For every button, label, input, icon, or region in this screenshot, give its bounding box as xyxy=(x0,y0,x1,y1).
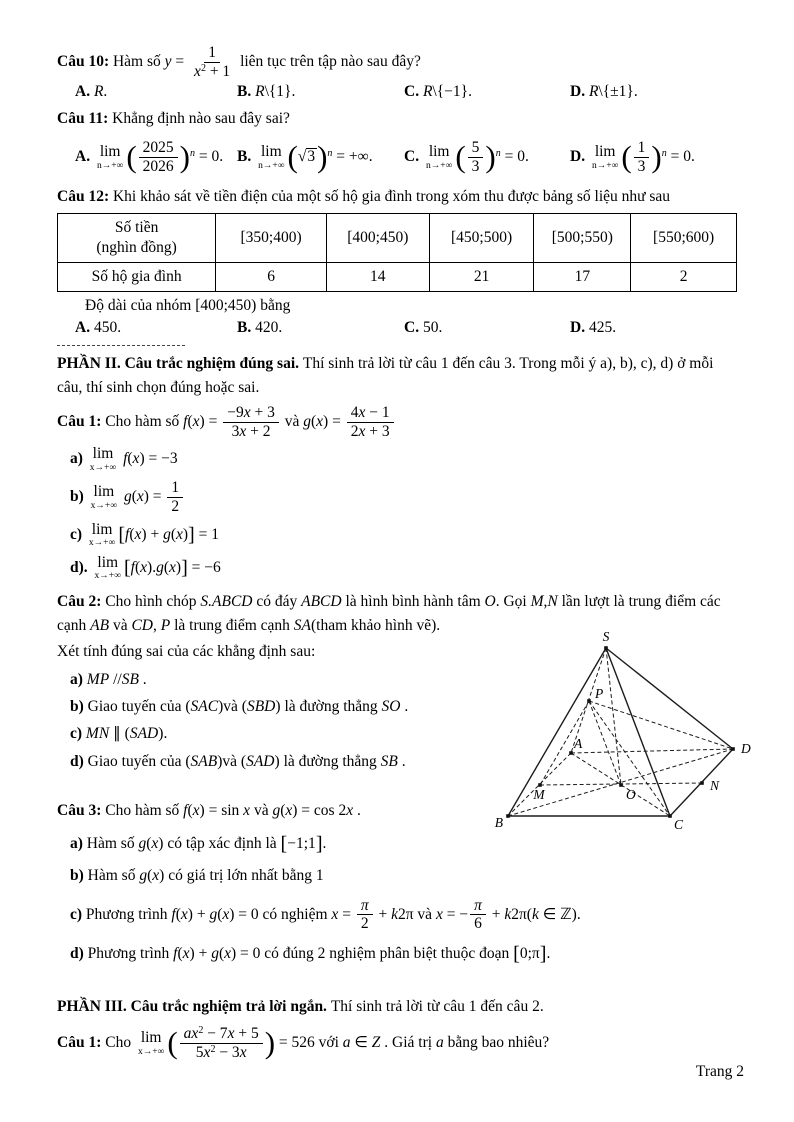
count-cell: 2 xyxy=(631,262,737,291)
table-row-bins xyxy=(58,213,737,262)
part2-q1-item-b: b) lim x→+∞ g(x) = $\frac{1}{2}$ xyxy=(70,479,737,516)
table-row-counts xyxy=(58,262,737,291)
part2-q3-item-b: b) Hàm số g(x) có giá trị lớn nhất bằng 1 xyxy=(70,867,324,885)
q11-option-a: A. lim n→+∞ ( $\frac{2025}{2026}$ )$^n$ = 0. xyxy=(75,139,224,176)
bin-cell: [450;500) xyxy=(429,213,534,262)
q12-option-c: C. 50. xyxy=(404,318,443,336)
question-12-options xyxy=(75,319,737,337)
part3-heading: PHẦN III. Câu trắc nghiệm trả lời ngắn. Thí sinh trả lời từ câu 1 đến câu 2. xyxy=(57,998,544,1016)
count-cell: 21 xyxy=(429,262,534,291)
q10-option-d: D. R\{±1}. xyxy=(570,82,638,100)
q12-option-b: B. 420. xyxy=(237,318,283,336)
part2-q2-item-b: b) Giao tuyến của (SAC)và (SBD) là đường thẳng SO . xyxy=(70,698,409,716)
question-11-title: Câu 11: Khẳng định nào sau đây sai? xyxy=(57,109,290,127)
part2-q1-item-d: d). lim x→+∞ [f(x).g(x)] = −6 xyxy=(70,553,221,582)
q10-option-a: A. R. xyxy=(75,82,108,100)
part3-q1-title: Câu 1: Cho lim x→+∞ ( $\frac{ax^2 - 7x + 5}{5x^2 - 3x}$ ) = 526 với a ∈ Z . Giá trị a bằng bao nhiêu? xyxy=(57,1025,550,1062)
svg-text:C: C xyxy=(674,817,684,832)
part2-q2-item-a: a) MP //SB . xyxy=(70,670,147,688)
part2-q1-items xyxy=(70,446,737,582)
question-12-title: Câu 12: Khi khảo sát về tiền điện của một số hộ gia đình trong xóm thu được bảng số liệu như sau xyxy=(57,187,671,205)
q11-option-c: C. lim n→+∞ ( $\frac{5}{3}$ )$^n$ = 0. xyxy=(404,139,529,176)
svg-text:B: B xyxy=(494,815,503,830)
part2-q3-item-d: d) Phương trình f(x) + g(x) = 0 có đúng 2 nghiệm phân biệt thuộc đoạn [0;π]. xyxy=(70,943,551,966)
table-header-line2: (nghìn đồng) xyxy=(96,238,177,256)
svg-text:A: A xyxy=(574,736,583,751)
section-separator xyxy=(57,345,185,346)
count-cell: 14 xyxy=(326,262,429,291)
part2-q2-item-c: c) MN ∥ (SAD). xyxy=(70,725,168,743)
part2-q3-item-c: c) Phương trình f(x) + g(x) = 0 có nghiệm x = $\frac{\pi}{2}$ + k2π và x = − $\frac{\pi}{6}$ + k2π(k ∈ ℤ). xyxy=(70,896,581,933)
part2-q2-title: Câu 2: Cho hình chóp S.ABCD có đáy ABCD là hình bình hành tâm O. Gọi M,N lần lượt là trung điểm các cạnh AB và CD, P là trung điểm cạnh SA(tham khảo hình vẽ). xyxy=(57,592,721,634)
part2-q2-note: Xét tính đúng sai của các khẳng định sau: xyxy=(57,642,316,660)
bin-cell: [400;450) xyxy=(326,213,429,262)
part2-q3-item-a: a) Hàm số g(x) có tập xác định là [−1;1]. xyxy=(70,833,327,855)
q12-frequency-table xyxy=(57,213,737,292)
q12-option-d: D. 425. xyxy=(570,318,617,336)
svg-text:P: P xyxy=(595,686,604,701)
bin-cell: [550;600) xyxy=(631,213,737,262)
count-cell: 6 xyxy=(216,262,327,291)
table-header-line1: Số tiền xyxy=(114,218,159,236)
q12-subtitle: Độ dài của nhóm [400;450) bằng xyxy=(85,296,291,314)
count-cell: 17 xyxy=(534,262,631,291)
part2-q1-title: Câu 1: Cho hàm số f(x) = $\frac{-9x + 3}{3x + 2}$ và g(x) = $\frac{4x - 1}{2x + 3}$ xyxy=(57,404,737,441)
svg-text:N: N xyxy=(710,778,720,793)
q12-option-a: A. 450. xyxy=(75,318,122,336)
q11-option-d: D. lim n→+∞ ( $\frac{1}{3}$ )$^n$ = 0. xyxy=(570,139,695,176)
part2-q3-title: Câu 3: Cho hàm số f(x) = sin x và g(x) = cos 2x . xyxy=(57,801,361,819)
question-10-title: Câu 10: Hàm số y = $\frac{1}{x^2 + 1}$ liên tục trên tập nào sau đây? xyxy=(57,44,421,80)
table-row-label: Số hộ gia đình xyxy=(58,262,216,291)
q11-option-b: B. lim n→+∞ ( √ 3 )$^n$ = +∞. xyxy=(237,139,373,175)
question-10-options xyxy=(75,83,737,101)
q10-option-c: C. R\{−1}. xyxy=(404,82,472,100)
svg-text:S: S xyxy=(602,629,610,644)
svg-text:M: M xyxy=(533,787,545,802)
svg-text:D: D xyxy=(741,741,751,756)
part2-q1-item-c: c) lim x→+∞ [f(x) + g(x)] = 1 xyxy=(70,520,220,549)
bin-cell: [350;400) xyxy=(216,213,327,262)
svg-text:O: O xyxy=(626,787,636,802)
table-header-cell xyxy=(58,213,216,262)
part2-q1-item-a: a) lim x→+∞ f(x) = −3 xyxy=(70,445,178,473)
pyramid-figure xyxy=(485,627,753,835)
page-number: Trang 2 xyxy=(695,1063,744,1080)
question-11-options xyxy=(75,133,737,183)
part2-heading: PHẦN II. Câu trắc nghiệm đúng sai. Thí sinh trả lời từ câu 1 đến câu 3. Trong mỗi ý a), b), c), d) ở mỗi câu, thí sinh chọn đúng hoặc sai. xyxy=(57,354,714,396)
part2-q3-items xyxy=(70,832,737,965)
bin-cell: [500;550) xyxy=(534,213,631,262)
pyramid-diagram-svg xyxy=(485,627,753,835)
part2-q2-item-d: d) Giao tuyến của (SAB)và (SAD) là đường thẳng SB . xyxy=(70,752,406,770)
q10-option-b: B. R\{1}. xyxy=(237,82,296,100)
